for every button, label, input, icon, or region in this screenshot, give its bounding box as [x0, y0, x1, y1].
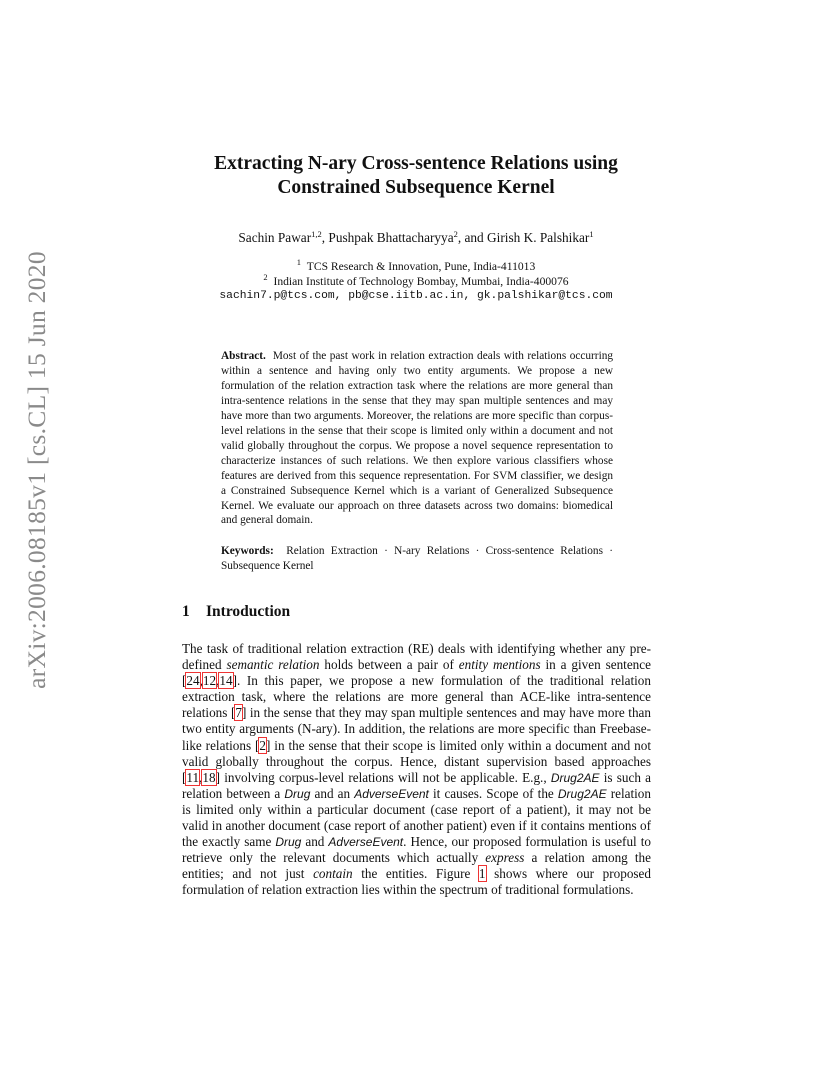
affiliations — [150, 259, 682, 304]
affiliation-sup: 2 — [263, 272, 268, 282]
intro-text: ]. In this paper, we propose a new formulation of the traditional relation extraction task, where the relations are more general than ACE-like intra-sentence relations [ — [182, 673, 651, 721]
affiliation — [150, 274, 682, 289]
author-affil-sup: 2 — [453, 229, 458, 239]
intro-text: ] in the sense that they may span multiple sentences and may have more than two entity arguments (N-ary). In addition, the relations are more specific than Freebase-like relations [ — [182, 705, 651, 753]
affiliation-text: Indian Institute of Technology Bombay, Mumbai, India-400076 — [273, 275, 569, 288]
entity-type: AdverseEvent — [354, 786, 429, 801]
affiliation-text: TCS Research & Innovation, Pune, India-411013 — [306, 260, 536, 273]
abstract-label: Abstract. — [221, 350, 266, 362]
citation-link[interactable]: 11 — [186, 769, 200, 785]
keywords — [221, 544, 613, 574]
intro-text: and — [301, 834, 329, 850]
abstract — [221, 349, 613, 528]
entity-type: Drug — [275, 835, 302, 850]
citation-link[interactable]: 7 — [235, 705, 242, 721]
intro-text: the entities. Figure — [352, 866, 479, 882]
intro-text: holds between a pair of — [319, 657, 459, 673]
intro-emphasis: semantic relation — [226, 657, 320, 673]
abstract-text: Most of the past work in relation extraction deals with relations occurring within a sentence and having only two entity arguments. We propose a new formulation of the relation extraction task where the relations are more general than intra-sentence relations in the sense that they may span multiple sentences and may have more than two arguments. Moreover, the relations are more specific than corpus-level relations in the sense that their scope is limited only within a document and not valid globally throughout the corpus. We propose a novel sequence representation to characterize instances of such relations. We then explore various classifiers whose features are derived from this sequence representation. For SVM classifier, we design a Constrained Subsequence Kernel which is a variant of Generalized Subsequence Kernel. We evaluate our approach on three datasets across two domains: biomedical and general domain. — [221, 350, 613, 527]
author-affil-sup: 1 — [589, 229, 594, 239]
intro-text: ] involving corpus-level relations will not be applicable. E.g., — [215, 769, 551, 785]
citation-comma: , — [216, 673, 220, 689]
affiliation — [150, 259, 682, 274]
arxiv-stamp — [11, 251, 63, 689]
author-name: Sachin Pawar — [238, 230, 312, 245]
keywords-text: Relation Extraction · N-ary Relations · Cross-sentence Relations · Subsequence Kernel — [221, 545, 613, 572]
intro-text: ] in the sense that their scope is limited only within a document and not valid globally throughout the corpus. Hence, distant supervision based approaches [ — [182, 737, 651, 785]
relation-name: Drug2AE — [550, 770, 600, 785]
intro-emphasis: express — [485, 850, 525, 866]
paper-title — [150, 152, 682, 200]
intro-text: it causes. Scope of the — [428, 785, 558, 801]
citation-link[interactable]: 12 — [202, 673, 217, 689]
citation-link[interactable]: 18 — [202, 769, 216, 785]
entity-type: AdverseEvent — [328, 835, 404, 850]
intro-emphasis: entity mentions — [458, 657, 541, 673]
author-and: , and — [457, 230, 488, 245]
figure-link[interactable]: 1 — [478, 866, 486, 882]
citation-comma: , — [199, 673, 203, 689]
author-separator: , — [321, 230, 329, 245]
section-number: 1 — [182, 603, 190, 620]
author-list — [150, 229, 682, 247]
citation-link[interactable]: 24 — [186, 673, 200, 689]
author-emails: sachin7.p@tcs.com, pb@cse.iitb.ac.in, gk.palshikar@tcs.com — [219, 290, 613, 302]
citation-link[interactable]: 14 — [219, 673, 233, 689]
intro-text: is such a relation between a — [182, 769, 651, 801]
intro-text: relation is limited only within a particular document (case report of a patient), it may not be valid in another document (case report of another patient) even if it contains mentions of the exactly same — [182, 785, 651, 850]
intro-text: The task of traditional relation extraction (RE) deals with identifying whether any pre-defined — [182, 641, 651, 673]
title-line-2: Constrained Subsequence Kernel — [277, 177, 555, 198]
intro-paragraph — [182, 641, 651, 899]
arxiv-stamp-text: arXiv:2006.08185v1 [cs.CL] 15 Jun 2020 — [22, 251, 51, 689]
keywords-label: Keywords: — [221, 545, 274, 557]
citation-comma: , — [199, 769, 203, 785]
intro-emphasis: contain — [313, 866, 353, 882]
affiliation-sup: 1 — [296, 257, 301, 267]
author-name: Pushpak Bhattacharyya — [328, 230, 454, 245]
intro-text: shows where our proposed formulation of relation extraction lies within the spectrum of traditional formulations. — [182, 866, 651, 898]
intro-text: a relation among the entities; and not just — [182, 850, 652, 882]
intro-text: and an — [310, 785, 355, 801]
author-affil-sup: 1,2 — [311, 229, 322, 239]
section-heading — [182, 603, 290, 621]
intro-text: . Hence, our proposed formulation is useful to retrieve only the relevant documents which actually — [182, 834, 651, 866]
title-line-1: Extracting N-ary Cross-sentence Relations using — [214, 153, 618, 174]
intro-text: in a given sentence [ — [182, 657, 651, 689]
entity-type: Drug — [284, 786, 311, 801]
relation-name: Drug2AE — [557, 786, 607, 801]
citation-link[interactable]: 2 — [259, 737, 266, 753]
section-title: Introduction — [206, 603, 291, 620]
author-name: Girish K. Palshikar — [487, 230, 590, 245]
